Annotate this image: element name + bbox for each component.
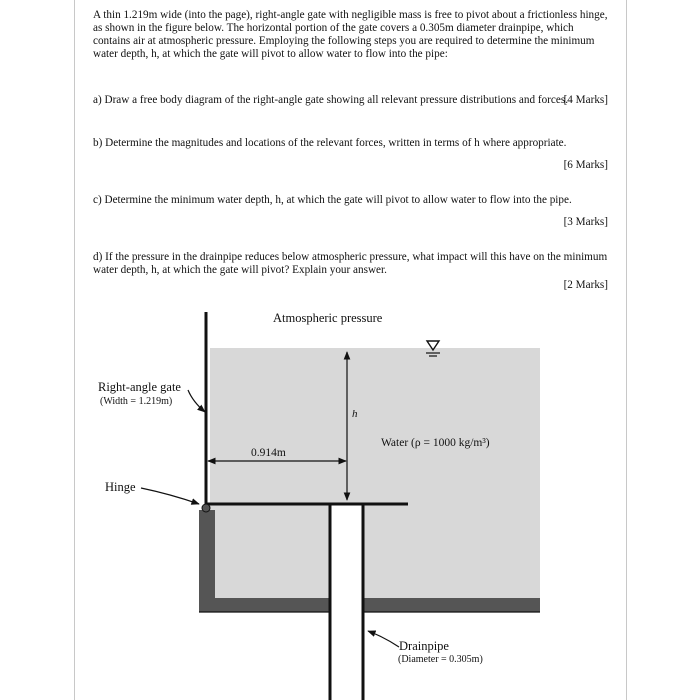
drainpipe-diameter-label: (Diameter = 0.305m) xyxy=(398,654,483,665)
hinge-label: Hinge xyxy=(105,480,136,494)
question-b-text: b) Determine the magnitudes and locations of the relevant forces, written in terms of h where appropriate. xyxy=(93,137,567,149)
question-a-marks: [4 Marks] xyxy=(563,93,608,106)
hinge-pointer-arrow xyxy=(141,488,199,504)
atmospheric-pressure-label: Atmospheric pressure xyxy=(273,311,383,325)
question-a-text: a) Draw a free body diagram of the right-angle gate showing all relevant pressure distributions and forces. xyxy=(93,94,568,106)
question-d-marks: [2 Marks] xyxy=(563,278,608,291)
question-d-text: d) If the pressure in the drainpipe reduces below atmospheric pressure, what impact will this have on the minimum water depth, h, at which the gate will pivot? Explain your answer. xyxy=(93,251,608,276)
horizontal-dimension-label: 0.914m xyxy=(251,447,286,459)
drainpipe-label: Drainpipe xyxy=(399,639,449,653)
question-b-marks: [6 Marks] xyxy=(563,158,608,171)
depth-label: h xyxy=(352,408,358,420)
question-c-marks: [3 Marks] xyxy=(563,215,608,228)
drainpipe-interior xyxy=(330,505,363,700)
question-c-text: c) Determine the minimum water depth, h, at which the gate will pivot to allow water to flow into the pipe. xyxy=(93,194,572,206)
drainpipe-pointer-arrow xyxy=(368,631,399,647)
water-label: Water (ρ = 1000 kg/m³) xyxy=(381,437,490,449)
problem-statement: A thin 1.219m wide (into the page), right-angle gate with negligible mass is free to pivot about a frictionless hinge, as shown in the figure below. The horizontal portion of the gate covers a 0.305m diameter drainpipe, which contains air at atmospheric pressure. Employing the following steps you are required to determine the minimum water depth, h, at which the gate will pivot to allow water to flow into the pipe: xyxy=(93,9,608,60)
gate-pointer-arrow xyxy=(188,390,205,412)
water-region xyxy=(210,348,540,598)
hinge-pivot xyxy=(202,504,210,512)
gate-label: Right-angle gate xyxy=(98,380,181,394)
gate-width-label: (Width = 1.219m) xyxy=(100,396,173,407)
